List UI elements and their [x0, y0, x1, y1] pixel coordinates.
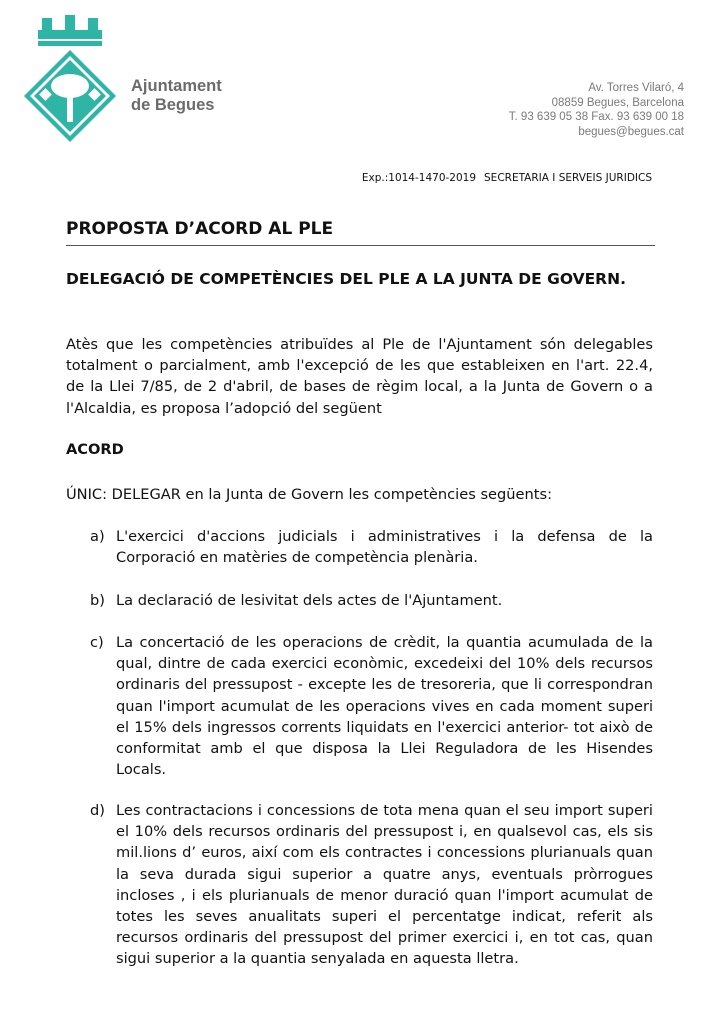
- document-title: PROPOSTA D’ACORD AL PLE: [66, 219, 655, 246]
- list-item-label: c): [90, 634, 104, 651]
- begues-coat-of-arms-logo: [20, 12, 120, 144]
- list-item-text: Les contractacions i concessions de tota mena quan el seu import superi el 10% dels recursos ordinaris del pressupost i, en qualsevol cas, els sis mil.lions d’ euros, així com els contractes i concessions plurianuals quan la seva durada sigui superior a quatre anys, eventuals pròrrogues incloses , i els plurianuals de menor duració quan l'import acumulat de totes les seves anualitats superi el percentatge indicat, referit als recursos ordinaris del pressupost del primer exercici i, en tot cas, quan sigui superior a la quantia senyalada en aquesta lletra.: [116, 802, 653, 968]
- list-item-label: d): [90, 802, 105, 819]
- organization-name-line1: Ajuntament: [131, 77, 222, 95]
- list-item: [90, 526, 653, 568]
- list-item-text: La declaració de lesivitat dels actes de l'Ajuntament.: [116, 592, 503, 609]
- address-email: begues@begues.cat: [578, 125, 684, 138]
- organization-address: [509, 81, 684, 139]
- document-subject: DELEGACIÓ DE COMPETÈNCIES DEL PLE A LA JUNTA DE GOVERN.: [66, 270, 626, 288]
- expedient-reference: [362, 172, 652, 184]
- address-city: 08859 Begues, Barcelona: [551, 96, 684, 109]
- expedient-department: SECRETARIA I SERVEIS JURIDICS: [484, 172, 652, 184]
- address-phone-fax: T. 93 639 05 38 Fax. 93 639 00 18: [508, 111, 684, 124]
- unic-clause: ÚNIC: DELEGAR en la Junta de Govern les competències següents:: [66, 486, 553, 503]
- organization-name: [131, 77, 222, 115]
- expedient-number: Exp.:1014-1470-2019: [361, 172, 477, 184]
- acord-heading: ACORD: [66, 441, 124, 458]
- list-item-text: La concertació de les operacions de crèdit, la quantia acumulada de la qual, dintre de cada exercici econòmic, excedeixi del 10% dels recursos ordinaris del pressupost - excepte les de tresoreria, que li correspondran quan l'import acumulat de les operacions vives en cada moment superi el 15% dels ingressos corrents liquidats en l'exercici anterior- tot això de conformitat amb el que disposa la Llei Reguladora de les Hisendes Locals.: [116, 634, 653, 779]
- organization-name-line2: de Begues: [131, 96, 215, 114]
- list-item: [90, 590, 653, 611]
- list-item-label: b): [90, 592, 105, 609]
- list-item: [90, 632, 653, 780]
- address-street: Av. Torres Vilaró, 4: [588, 82, 684, 94]
- intro-paragraph: Atès que les competències atribuïdes al Ple de l'Ajuntament són delegables totalment o parcialment, amb l'excepció de les que estableixen en l'art. 22.4, de la Llei 7/85, de 2 d'abril, de bases de règim local, a la Junta de Govern o a l'Alcaldia, es proposa l’adopció del següent: [66, 336, 653, 417]
- list-item: [90, 800, 653, 970]
- list-item-label: a): [90, 528, 105, 545]
- list-item-text: L'exercici d'accions judicials i administratives i la defensa de la Corporació en matèries de competència plenària.: [116, 528, 653, 567]
